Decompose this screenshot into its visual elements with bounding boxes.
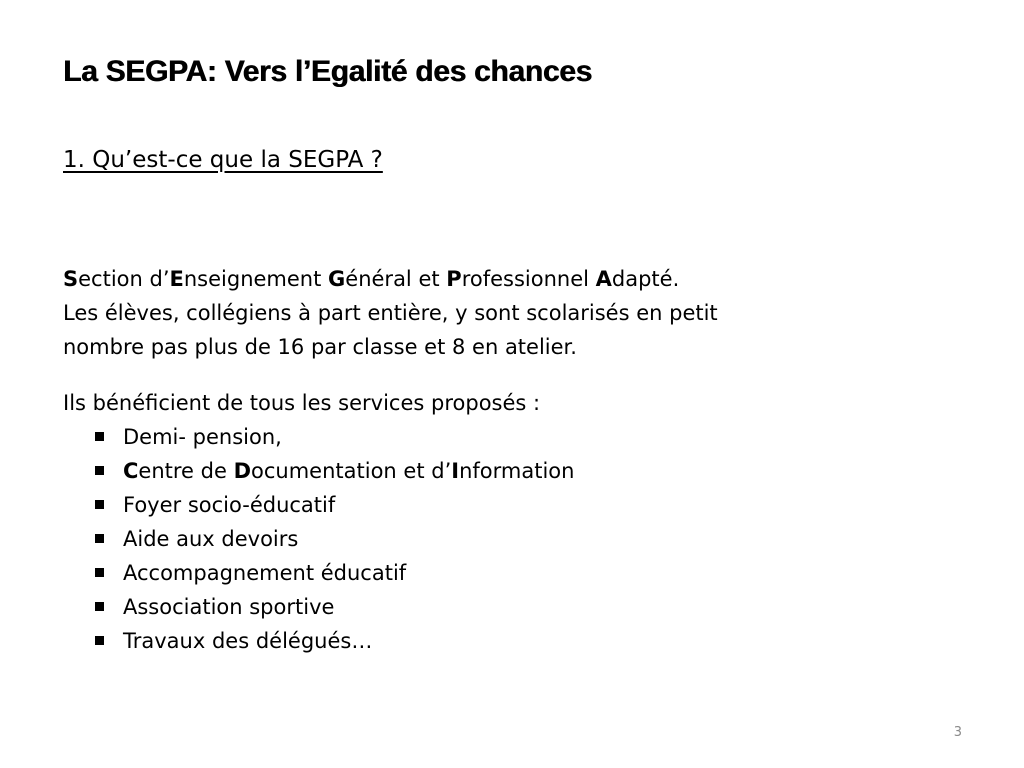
description-line-1: Les élèves, collégiens à part entière, y sont scolarisés en petit [63,301,718,325]
square-bullet-icon [95,568,104,577]
acronym-text-s: ection d’ [78,267,170,291]
acronym-definition [63,262,863,296]
page-number: 3 [953,725,962,740]
slide-body [63,262,863,658]
services-intro: Ils bénéficient de tous les services proposés : [63,391,541,415]
acronym-text-g: énéral et [345,267,447,291]
list-item-text: Association sportive [123,595,335,619]
cdi-initial-i: I [451,459,460,483]
square-bullet-icon [95,500,104,509]
acronym-text-e: nseignement [183,267,329,291]
cdi-initial-d: D [233,459,252,483]
list-item-text: Aide aux devoirs [123,527,299,551]
list-item-cdi [95,454,863,488]
acronym-initial-a: A [595,267,612,291]
list-item-text: Travaux des délégués… [123,629,373,653]
square-bullet-icon [95,466,104,475]
acronym-text-p: rofessionnel [461,267,596,291]
list-item-text: Accompagnement éducatif [123,561,407,585]
square-bullet-icon [95,636,104,645]
list-item-text: Demi- pension, [123,425,282,449]
cdi-text-i: nformation [459,459,575,483]
square-bullet-icon [95,602,104,611]
list-item-foyer [95,488,863,522]
cdi-text-d: ocumentation et d’ [251,459,452,483]
list-item-travaux [95,624,863,658]
description-line-2: nombre pas plus de 16 par classe et 8 en atelier. [63,335,577,359]
list-item-accompagnement [95,556,863,590]
list-item-association [95,590,863,624]
cdi-text-c: entre de [138,459,234,483]
acronym-initial-g: G [328,267,346,291]
paragraph-spacer [63,364,863,386]
list-item-demi-pension [95,420,863,454]
acronym-initial-p: P [446,267,462,291]
acronym-initial-e: E [169,267,184,291]
square-bullet-icon [95,432,104,441]
slide-title: La SEGPA: Vers l’Egalité des chances [63,55,592,88]
services-list [63,420,863,658]
cdi-initial-c: C [123,459,139,483]
list-item-aide [95,522,863,556]
square-bullet-icon [95,534,104,543]
list-item-text: Foyer socio-éducatif [123,493,336,517]
acronym-text-a: dapté. [611,267,680,291]
acronym-initial-s: S [63,267,79,291]
section-heading: 1. Qu’est-ce que la SEGPA ? [63,147,383,173]
